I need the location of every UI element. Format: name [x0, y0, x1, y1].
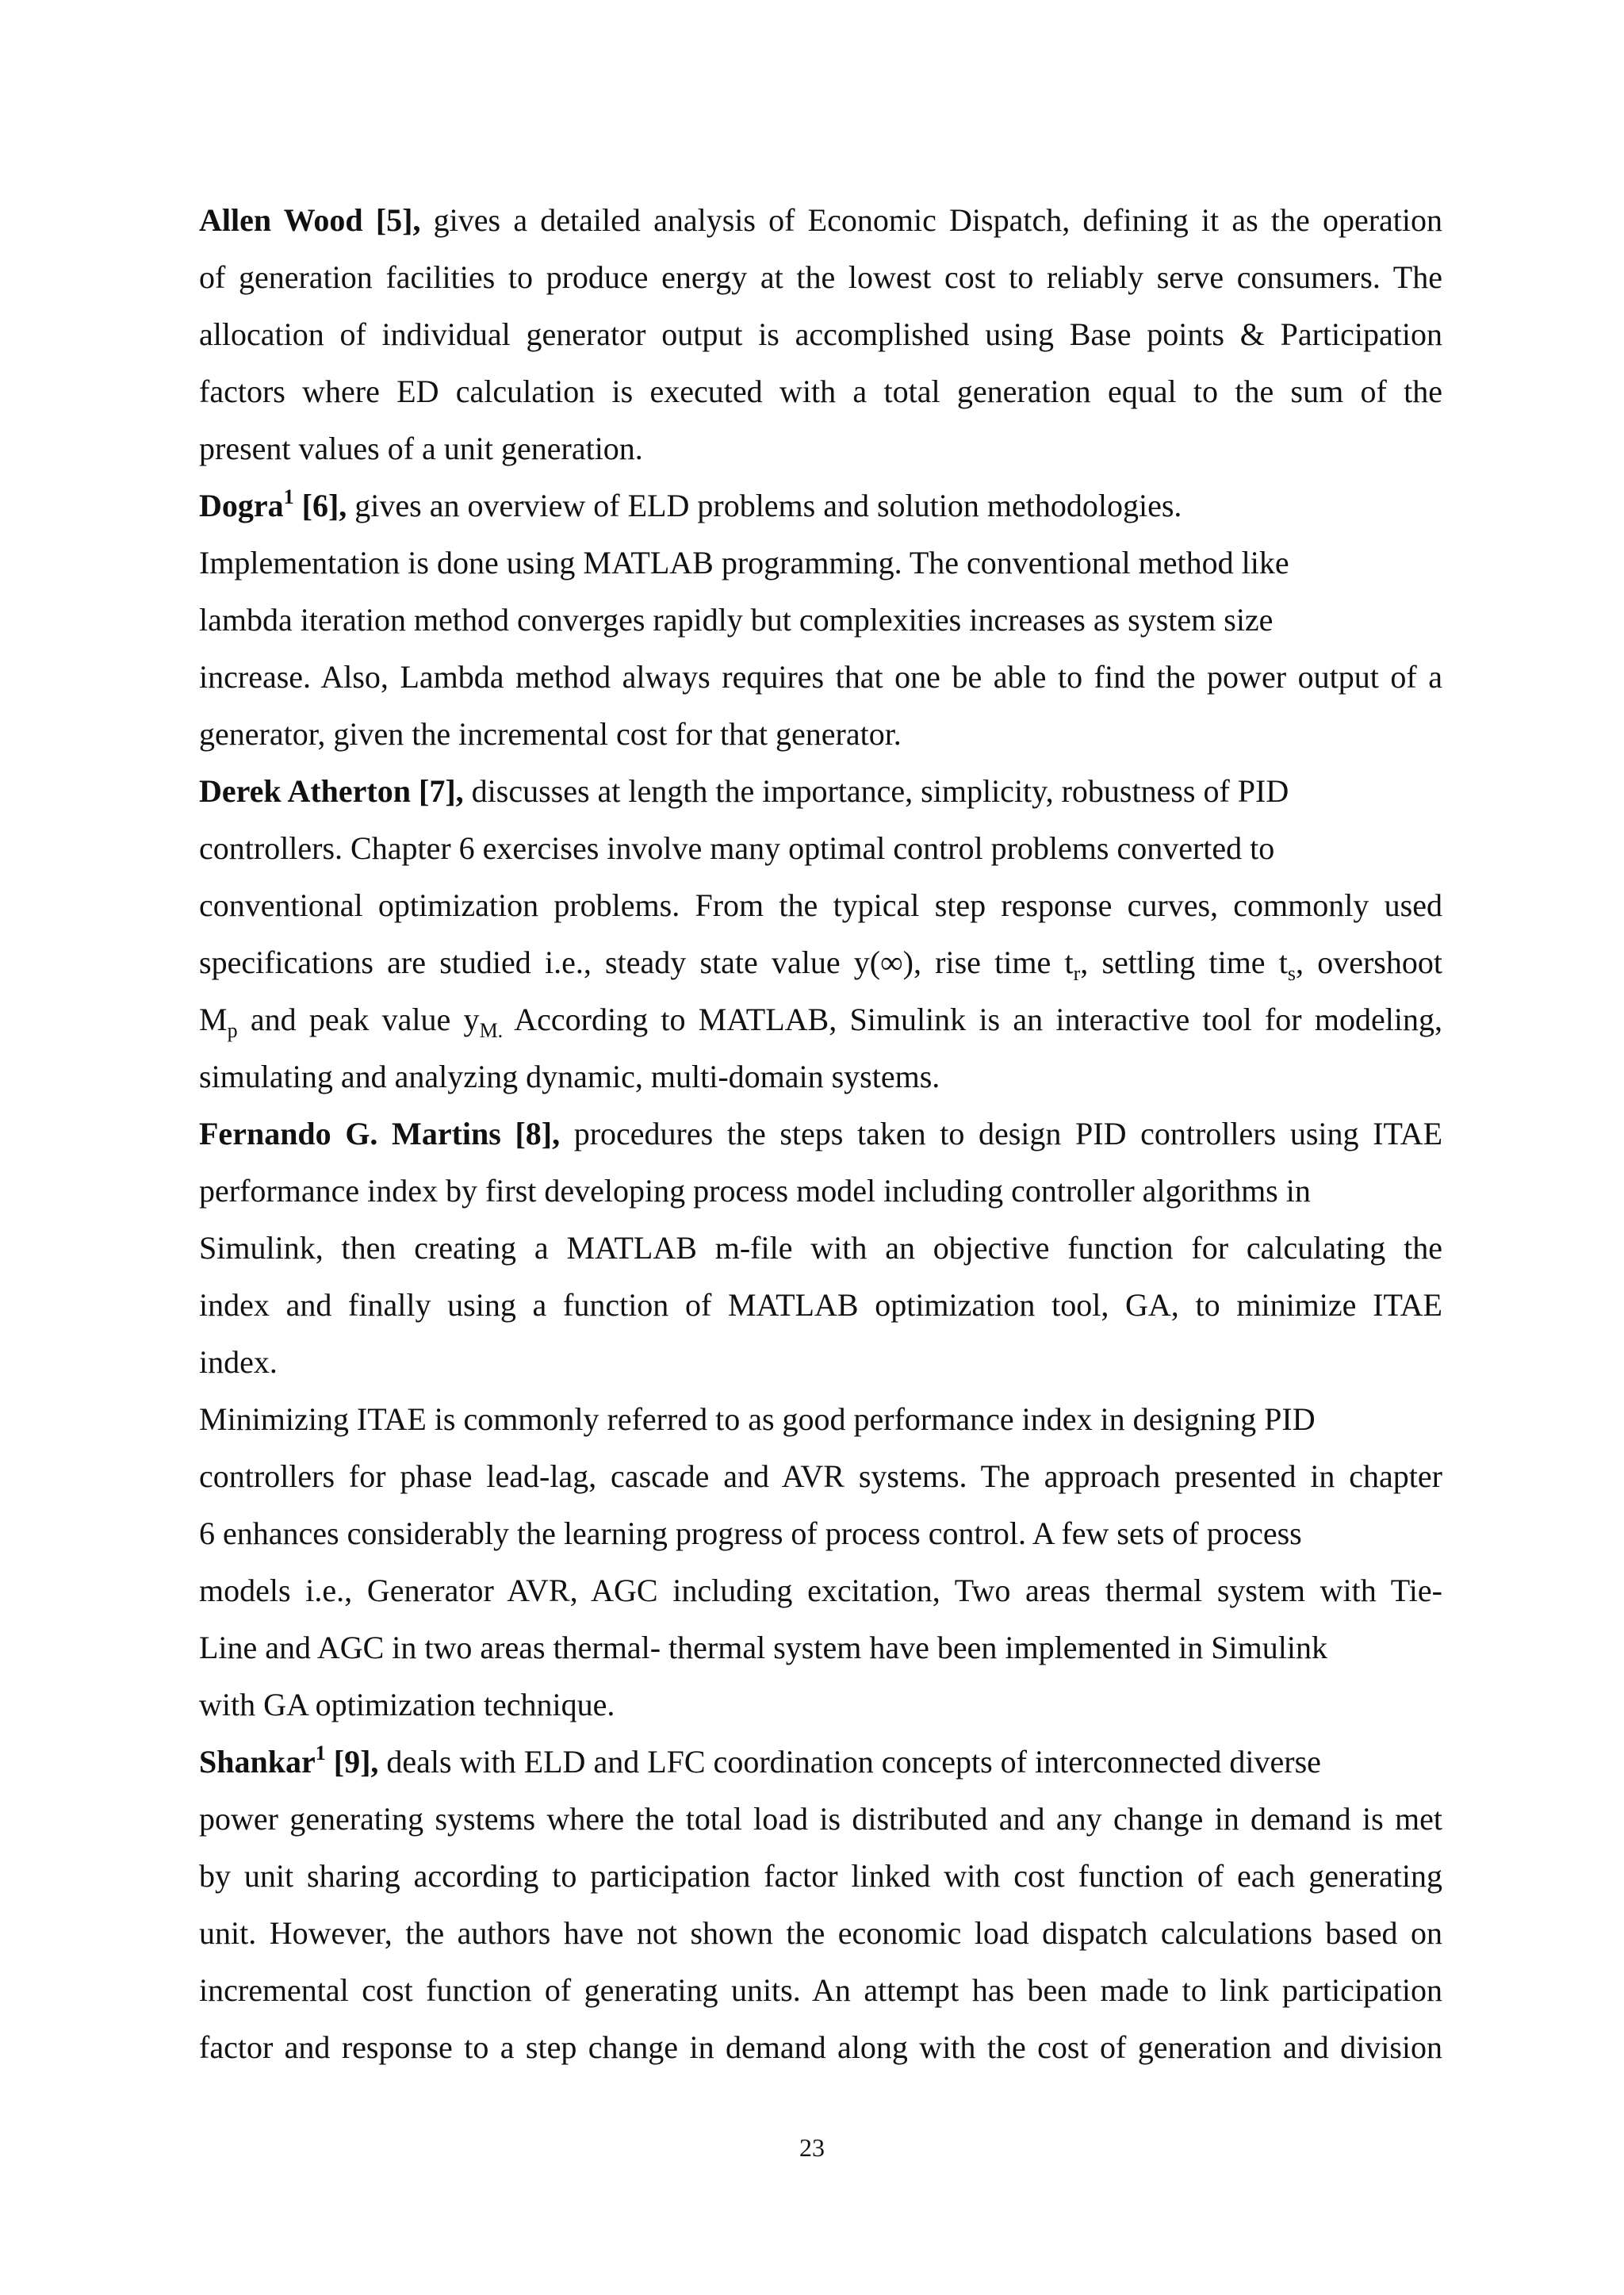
text-line: 6 enhances considerably the learning progress of process control. A few sets of process: [199, 1515, 1302, 1551]
text-line: specifications are studied i.e., steady state value y(∞), rise time $t_r$, settling time $t_s$, overshoot: [199, 944, 1442, 985]
text-line: incremental cost function of generating units. An attempt has been made to link participation: [199, 1972, 1442, 2008]
text-line: index and finally using a function of MATLAB optimization tool, GA, to minimize ITAE: [199, 1287, 1442, 1323]
text-line: Shankar$^1$ [9], deals with ELD and LFC coordination concepts of interconnected diverse: [199, 1741, 1321, 1780]
text-line: performance index by first developing process model including controller algorithms in: [199, 1173, 1311, 1209]
author-name: Fernando G. Martins [8],: [199, 1116, 561, 1151]
text-line: factors where ED calculation is executed with a total generation equal to the sum of the: [199, 374, 1442, 409]
text-line: Implementation is done using MATLAB programming. The conventional method like: [199, 545, 1289, 580]
text-line: allocation of individual generator output is accomplished using Base points & Participation: [199, 316, 1442, 352]
author-name: Shankar$^1$ [9],: [199, 1741, 379, 1780]
text-line: Derek Atherton [7], discusses at length the importance, simplicity, robustness of PID: [199, 773, 1289, 809]
text-line: Minimizing ITAE is commonly referred to as good performance index in designing PID: [199, 1401, 1316, 1437]
author-name: Dogra$^1$ [6],: [199, 485, 347, 523]
text-line: index.: [199, 1344, 278, 1380]
paragraph-itae: [199, 1391, 1442, 1734]
author-name: Allen Wood [5],: [199, 202, 421, 238]
text-line: increase. Also, Lambda method always requires that one be able to find the power output of a: [199, 659, 1442, 695]
page-number: 23: [799, 2133, 825, 2162]
paragraph-derek-atherton: [199, 763, 1442, 1105]
paragraph-allen-wood: [199, 192, 1442, 477]
text-line: controllers for phase lead-lag, cascade and AVR systems. The approach presented in chapter: [199, 1458, 1442, 1494]
author-name: Derek Atherton [7],: [199, 773, 464, 809]
paragraph-fernando-martins: [199, 1105, 1442, 1391]
text-line: Line and AGC in two areas thermal- thermal system have been implemented in Simulink: [199, 1630, 1327, 1665]
text-line: unit. However, the authors have not shown the economic load dispatch calculations based on: [199, 1915, 1442, 1951]
text-line: of generation facilities to produce energy at the lowest cost to reliably serve consumers. The: [199, 259, 1442, 295]
text-line: Simulink, then creating a MATLAB m-file with an objective function for calculating the: [199, 1230, 1442, 1266]
text-line: generator, given the incremental cost for that generator.: [199, 716, 902, 752]
text-line: simulating and analyzing dynamic, multi-domain systems.: [199, 1059, 940, 1094]
text-line: conventional optimization problems. From the typical step response curves, commonly used: [199, 887, 1442, 923]
page-body: [199, 192, 1442, 2076]
text-line: $M_p$ and peak value $y_{M.}$ According to MATLAB, Simulink is an interactive tool for modeling,: [199, 1002, 1442, 1042]
text-line: power generating systems where the total load is distributed and any change in demand is met: [199, 1801, 1442, 1837]
text-line: Dogra$^1$ [6], gives an overview of ELD problems and solution methodologies.: [199, 485, 1182, 523]
text-line: Fernando G. Martins [8], procedures the steps taken to design PID controllers using ITAE: [199, 1116, 1443, 1151]
text-line: present values of a unit generation.: [199, 431, 643, 466]
text-line: by unit sharing according to participation factor linked with cost function of each generating: [199, 1858, 1442, 1894]
text-line: controllers. Chapter 6 exercises involve many optimal control problems converted to: [199, 830, 1275, 866]
text-line: Allen Wood [5], gives a detailed analysis of Economic Dispatch, defining it as the operation: [199, 202, 1442, 238]
text-line: with GA optimization technique.: [199, 1687, 615, 1722]
text-line: lambda iteration method converges rapidly but complexities increases as system size: [199, 602, 1274, 638]
text-line: models i.e., Generator AVR, AGC including excitation, Two areas thermal system with Tie-: [199, 1573, 1442, 1608]
text-line: factor and response to a step change in demand along with the cost of generation and division: [199, 2029, 1442, 2065]
paragraph-dogra: [199, 477, 1442, 763]
paragraph-shankar: [199, 1734, 1442, 2076]
